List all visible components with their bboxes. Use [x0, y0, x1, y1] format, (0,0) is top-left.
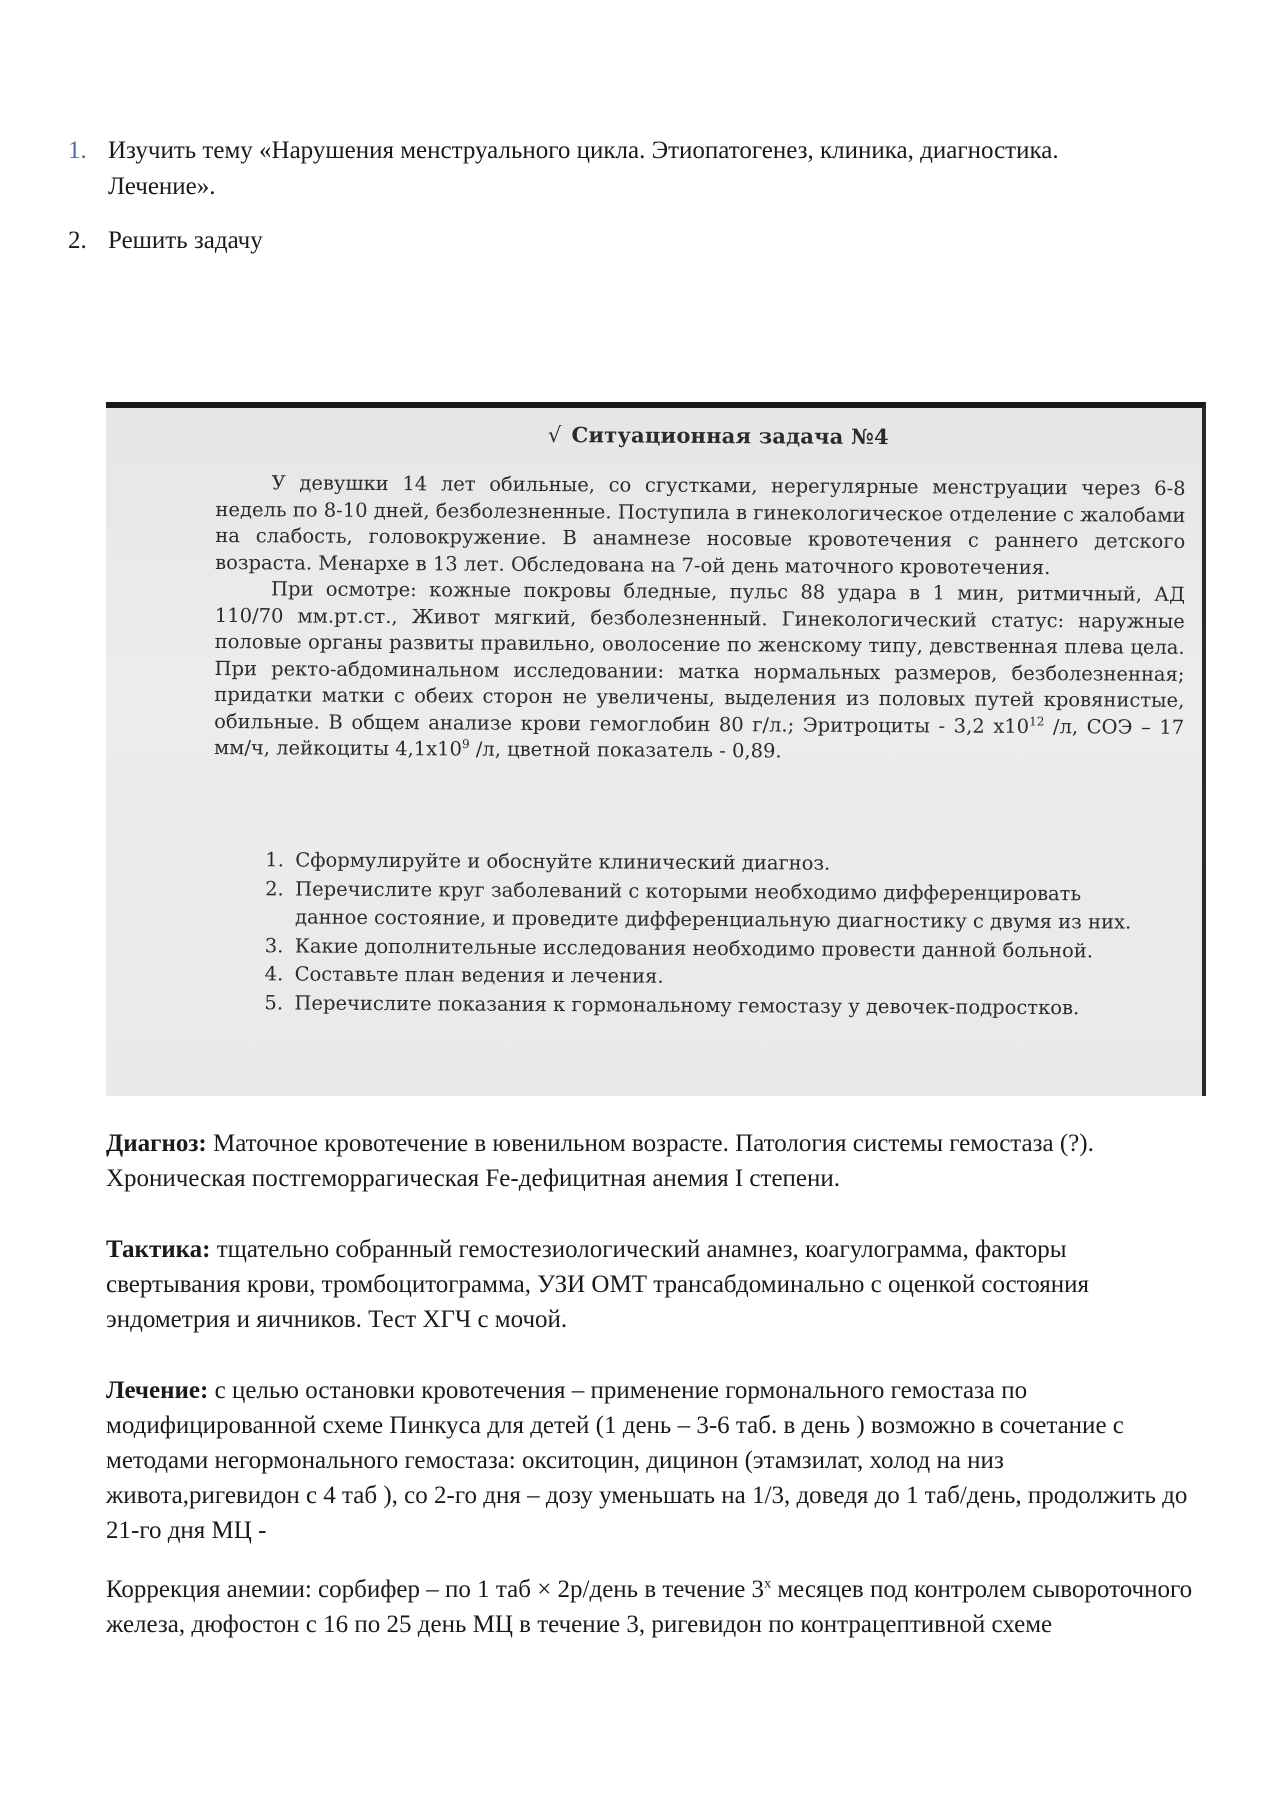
exponent-12: 12	[1029, 713, 1045, 729]
anemia-text-b: месяцев под контролем сывороточного железа, дюфостон с 16 по 25 день МЦ в течение 3, ригевидон по контрацептивной схеме	[106, 1576, 1193, 1638]
diagnosis-paragraph	[106, 1126, 1196, 1196]
task-list	[64, 133, 1164, 259]
treatment-paragraph	[106, 1373, 1196, 1548]
question-item	[265, 875, 1145, 937]
check-mark-icon: √	[547, 423, 562, 448]
diagnosis-text: Маточное кровотечение в ювенильном возрасте. Патология системы гемостаза (?). Хроническая постгеморрагическая Fe-дефицитная анемия I степени.	[106, 1130, 1094, 1192]
question-text: Перечислите показания к гормональному гемостазу у девочек-подростков.	[294, 990, 1080, 1019]
tactics-text: тщательно собранный гемостезиологический анамнез, коагулограмма, факторы свертывания крови, тромбоцитограмма, УЗИ ОМТ трансабдоминально с оценкой состояния эндометрия и яичников. Тест ХГЧ с мочой.	[106, 1236, 1090, 1333]
photo-title	[548, 422, 889, 449]
task-item-2	[64, 223, 1164, 259]
case-paragraph-2-c: /л, цветной показатель - 0,89.	[469, 737, 782, 763]
case-paragraph-2-b: /л, СОЭ – 17 мм/ч, лейкоциты 4,1х10	[213, 714, 1185, 761]
treatment-label: Лечение:	[106, 1377, 209, 1404]
question-text: Сформулируйте и обоснуйте клинический диагноз.	[295, 848, 831, 875]
question-item	[264, 989, 1144, 1023]
exponent-9: 9	[461, 736, 470, 752]
anemia-paragraph	[106, 1572, 1196, 1642]
case-paragraph-1: У девушки 14 лет обильные, со сгустками, нерегулярные менструации через 6-8 недель по 8-10 дней, безболезненные. Поступила в гинекологическое отделение с жалобами на слабость, головокружение. В анамнезе носовые кровотечения с раннего детского возраста. Менархе в 13 лет. Обследована на 7-ой день маточного кровотечения.	[215, 471, 1186, 579]
question-number: 1.	[265, 848, 285, 872]
task-text: Изучить тему «Нарушения менструального цикла. Этиопатогенез, клиника, диагностика. Лечение».	[108, 137, 1059, 200]
question-number: 5.	[264, 990, 284, 1014]
question-text: Составьте план ведения и лечения.	[294, 962, 664, 988]
question-number: 3.	[264, 933, 284, 957]
diagnosis-label: Диагноз:	[106, 1130, 207, 1157]
photo-case-text	[214, 470, 1186, 767]
question-number: 4.	[264, 962, 284, 986]
question-text: Перечислите круг заболеваний с которыми необходимо дифференцировать данное состояние, и проведите дифференциальную диагностику с двумя из них.	[294, 876, 1132, 934]
task-number: 2.	[68, 227, 87, 254]
question-number: 2.	[265, 876, 284, 900]
situational-task-photo	[106, 402, 1206, 1096]
question-list	[264, 846, 1145, 1022]
case-paragraph-2	[214, 576, 1185, 767]
task-item-1	[64, 133, 1164, 205]
treatment-text: с целью остановки кровотечения – применение гормонального гемостаза по модифицированной схеме Пинкуса для детей (1 день – 3-6 таб. в день ) возможно в сочетание с методами негормонального гемостаза: окситоцин, дицинон (этамзилат, холод на низ живота,ригевидон с 4 таб ), со 2-го дня – дозу уменьшать на 1/3, доведя до 1 таб/день, продолжить до 21-го дня МЦ -	[106, 1377, 1188, 1544]
task-text: Решить задачу	[108, 227, 263, 254]
case-paragraph-2-a: При осмотре: кожные покровы бледные, пульс 88 удара в 1 мин, ритмичный, АД 110/70 мм.рт.ст., Живот мягкий, безболезненный. Гинекологический статус: наружные половые органы развиты правильно, оволосение по женскому типу, девственная плева цела. При ректо-абдоминальном исследовании: матка нормальных размеров, безболезненная; придатки матки с обеих сторон не увеличены, выделения из половых путей кровянистые, обильные. В общем анализе крови гемоглобин 80 г/л.; Эритроциты - 3,2 х10	[214, 577, 1186, 738]
anemia-text-a: Коррекция анемии: сорбифер – по 1 таб × 2р/день в течение 3	[106, 1576, 765, 1603]
photo-title-text: Ситуационная задача №4	[571, 422, 889, 450]
photo-content	[106, 405, 1204, 1096]
tactics-paragraph	[106, 1232, 1196, 1337]
answer-section	[106, 1126, 1196, 1642]
tactics-label: Тактика:	[106, 1236, 211, 1263]
anemia-superscript: х	[764, 1576, 772, 1592]
question-text: Какие дополнительные исследования необходимо провести данной больной.	[294, 933, 1094, 962]
task-number: 1.	[68, 137, 87, 164]
